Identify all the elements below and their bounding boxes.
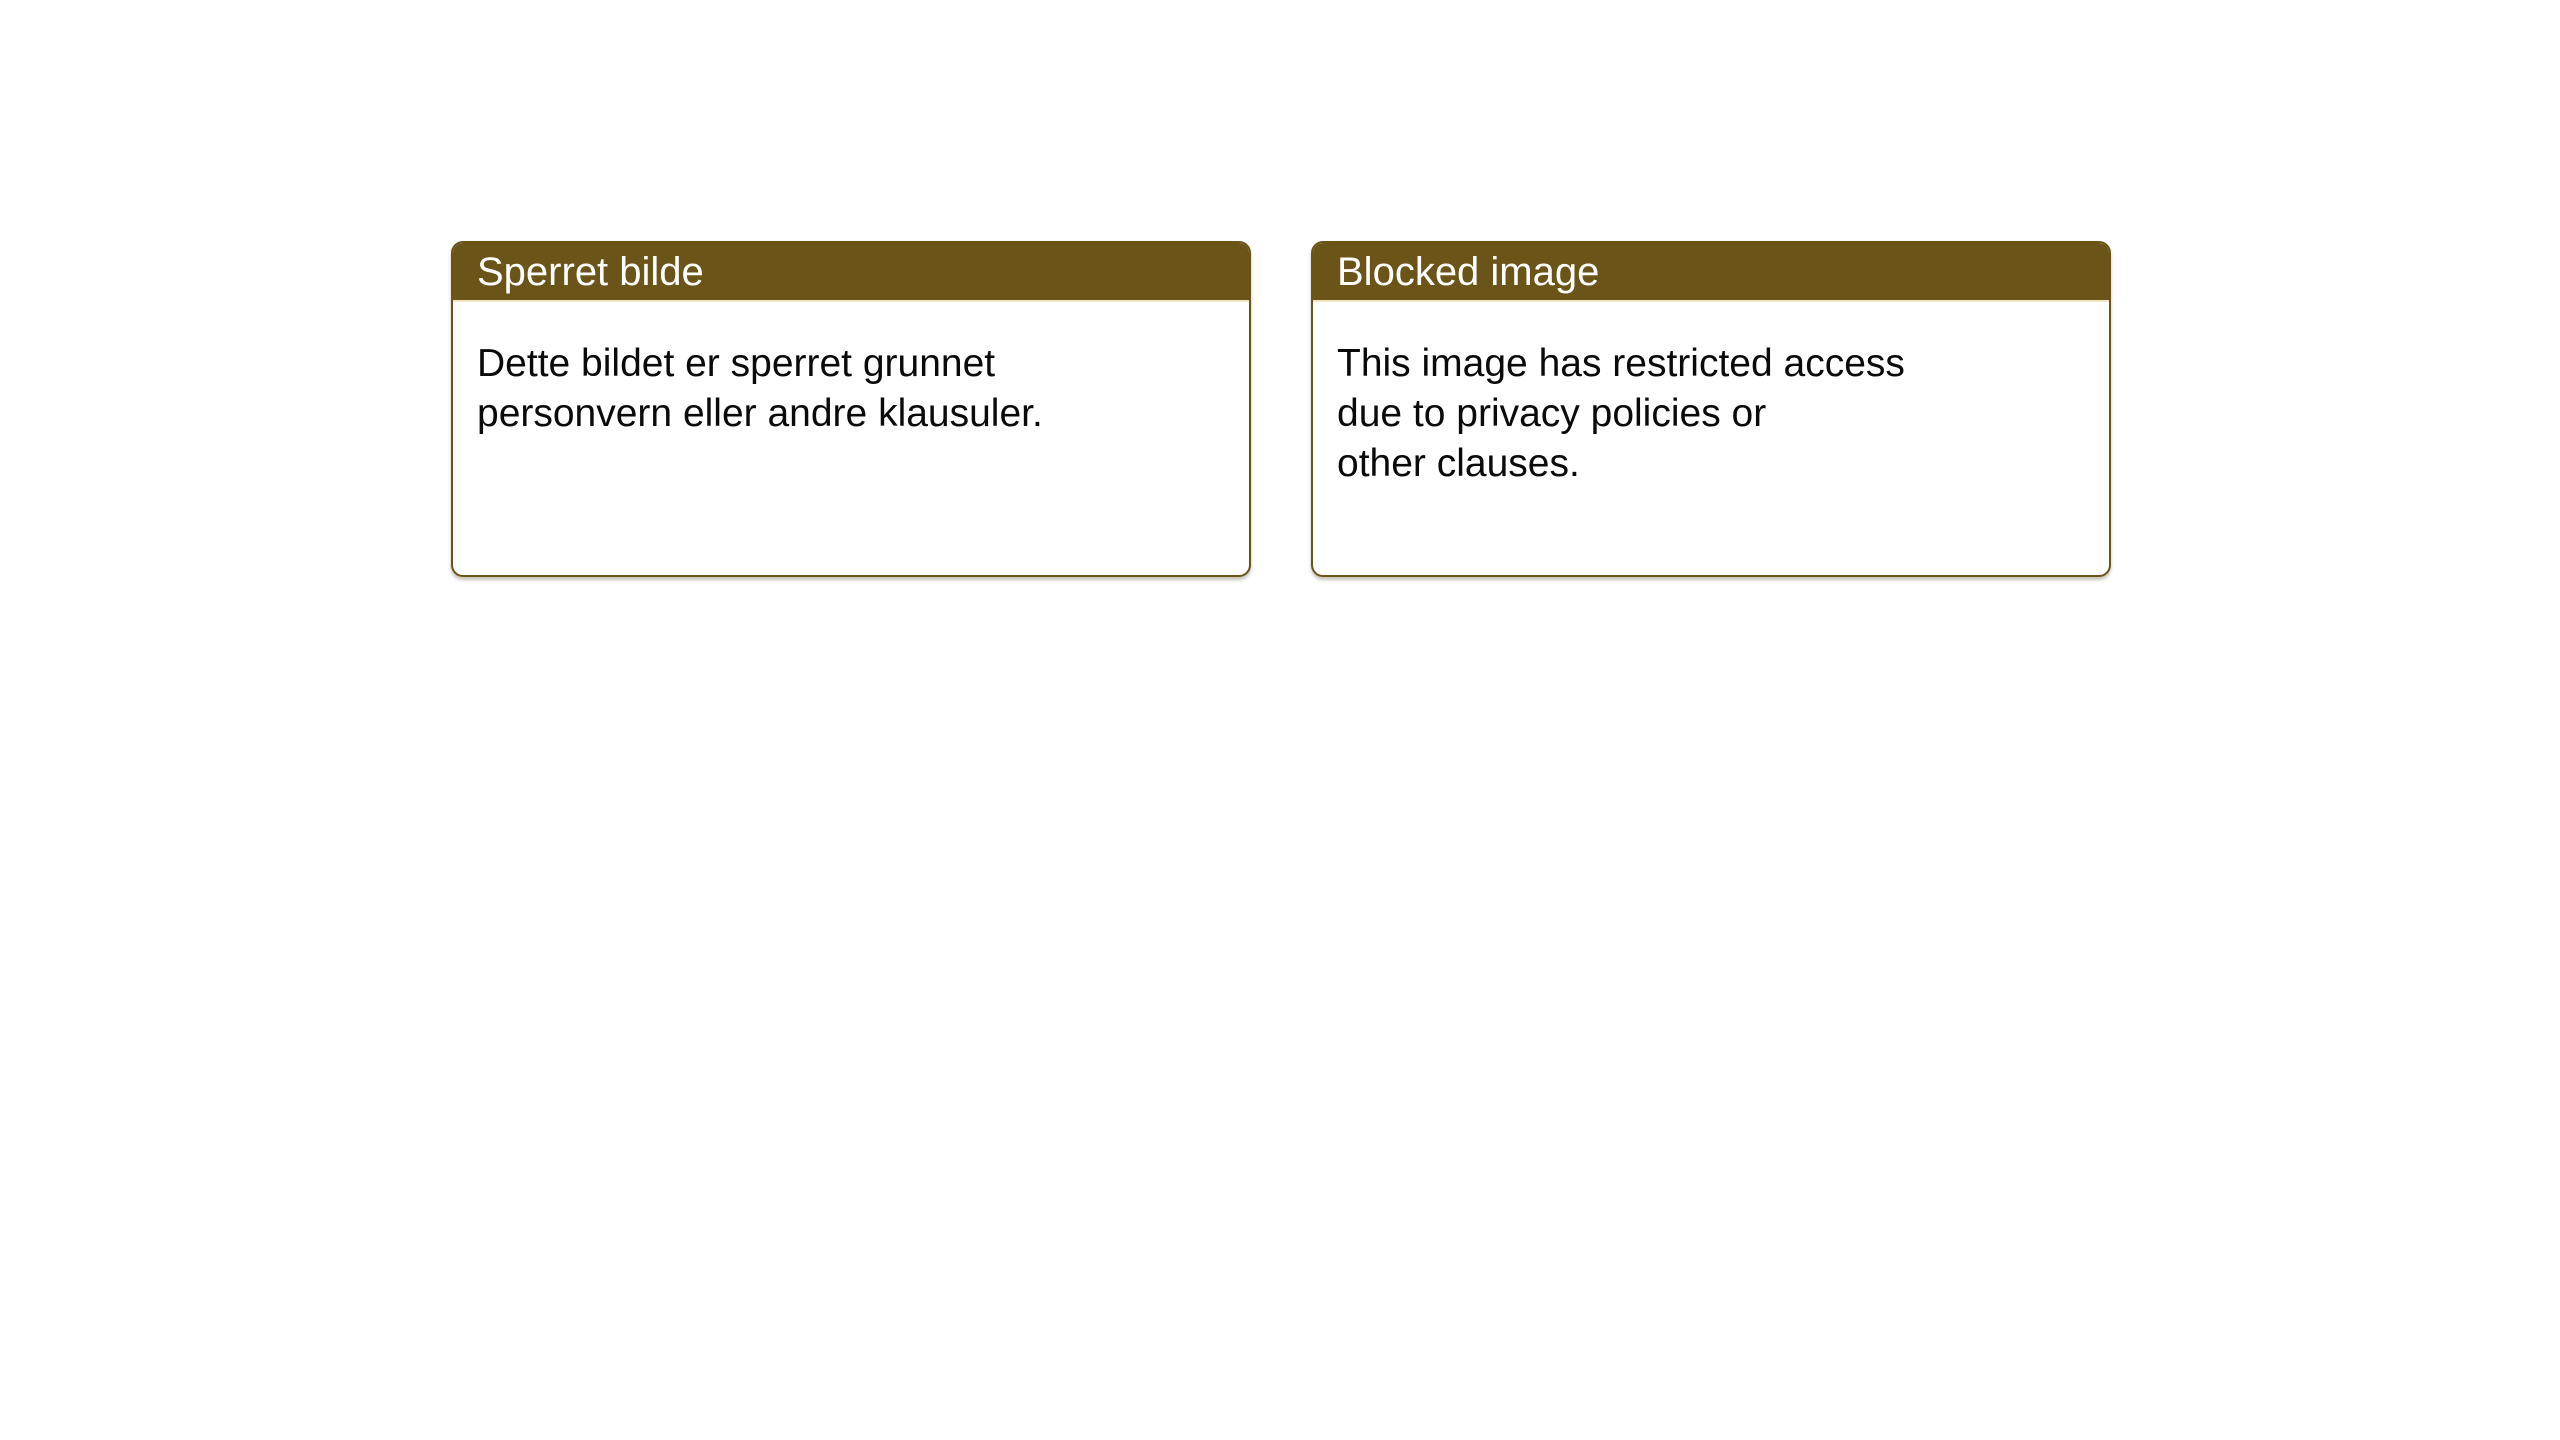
card-title-english: Blocked image [1337, 249, 1600, 294]
body-line-english-3: other clauses. [1337, 442, 1580, 485]
card-body-norwegian [453, 302, 1249, 439]
body-line-norwegian-1: Dette bildet er sperret grunnet [477, 342, 996, 385]
blocked-image-card-norwegian [451, 241, 1251, 577]
body-line-english-2: due to privacy policies or [1337, 392, 1767, 435]
body-line-norwegian-2: personvern eller andre klausuler. [477, 392, 1043, 435]
body-line-english-1: This image has restricted access [1337, 342, 1905, 385]
blocked-image-card-english [1311, 241, 2111, 577]
card-body-english [1313, 302, 2109, 489]
card-header-norwegian [453, 243, 1249, 302]
card-title-norwegian: Sperret bilde [477, 249, 704, 294]
card-header-english [1313, 243, 2109, 302]
